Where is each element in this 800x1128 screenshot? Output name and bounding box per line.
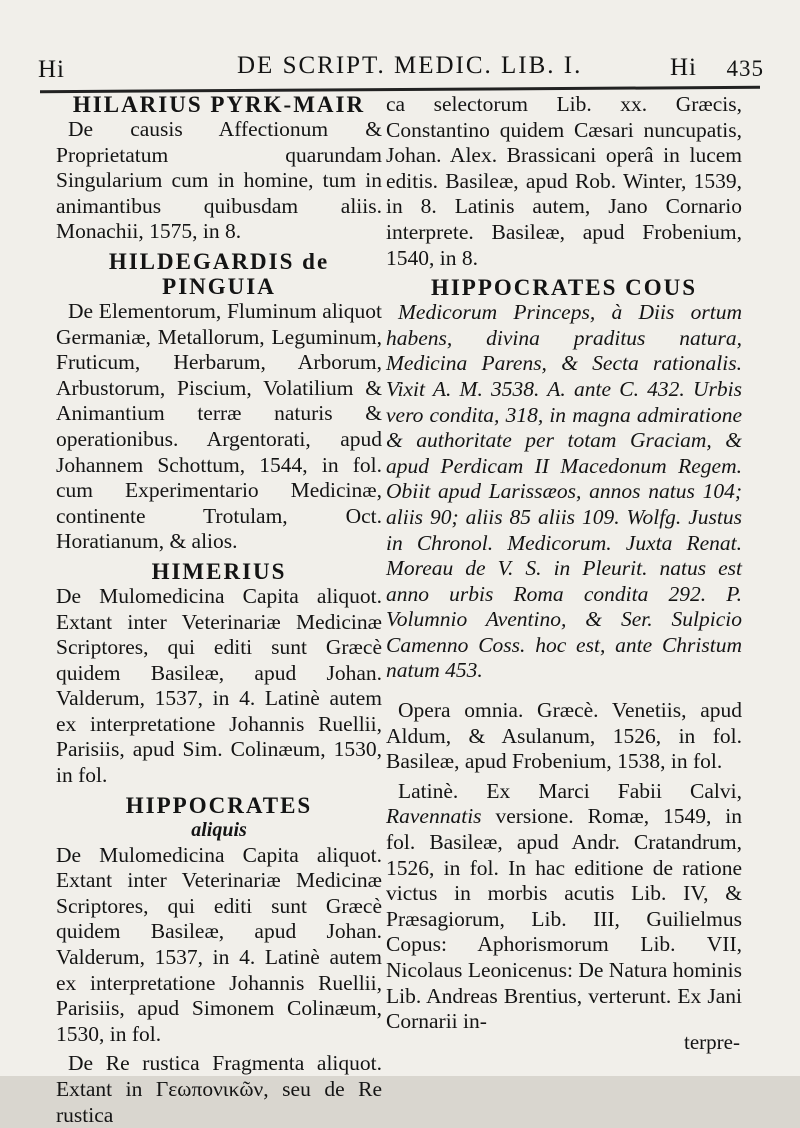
entry-heading-himerius: HIMERIUS <box>151 558 287 584</box>
latine-text-a: Latinè. Ex Marci Fabii Calvi, <box>398 778 742 803</box>
right-column <box>386 92 742 1076</box>
page-number: 435 <box>726 56 764 81</box>
entry-text-himerius: De Mulomedicina Capita aliquot. Extant inter Veterinariæ Medicinæ Scriptores, qui editi sunt Græcè quidem Basileæ, apud Johan. Valderum, 1537, in 4. Latinè autem ex interpretatione Johannis Ruellii, Parisiis, apud Sim. Colinæum, 1530, in fol. <box>56 583 382 788</box>
entry-heading-hippocrates-aliquis <box>56 793 382 843</box>
header-right-word: Hi <box>670 54 697 81</box>
entry-heading-hippocrates-cous: HIPPOCRATES COUS <box>430 275 698 301</box>
entry-opera-graece: Opera omnia. Græcè. Venetiis, apud Aldum, & Asulanum, 1526, in fol. Basileæ, apud Frobenium, 1538, in fol. <box>386 698 742 774</box>
entry-text-hilarius: De causis Affectionum & Proprietatum quarundam Singularium cum in homine, tum in animantibus quibusdam aliis. Monachii, 1575, in 8. <box>56 117 382 244</box>
entry-text-re-rustica: De Re rustica Fragmenta aliquot. Extant in Γεωπονικῶν, seu de Re rustica <box>56 1051 382 1127</box>
heading-name: HIPPOCRATES <box>125 792 313 818</box>
latine-text-b: versione. Romæ, 1549, in fol. Basileæ, apud Andr. Cratandrum, 1526, in fol. In hac editione de ratione victus in morbis acutis Lib. IV, & Præsagiorum, Lib. III, Guilielmus Copus: Aphorismorum Lib. VII, Nicolaus Leonicenus: De Natura hominis Lib. Andreas Brentius, verterunt. Ex Jani Cornarii in- <box>386 804 742 1034</box>
entry-heading-hilarius: HILARIUS PYRK-MAIR <box>72 92 366 117</box>
header-title: DE SCRIPT. MEDIC. LIB. I. <box>237 52 583 79</box>
catchword: terpre- <box>684 1030 740 1054</box>
entry-opera-latine <box>386 779 742 1035</box>
running-header <box>32 40 782 90</box>
spacer <box>386 688 742 698</box>
entry-heading-hildegardis: HILDEGARDIS de PINGUIA <box>108 248 330 299</box>
left-column <box>56 92 382 1127</box>
heading-subtitle: aliquis <box>191 818 247 841</box>
latine-text-italic: Ravennatis <box>386 804 482 829</box>
continued-text: ca selectorum Lib. xx. Græcis, Constantino quidem Cæsari nuncupatis, Johan. Alex. Brassicani operâ in lucem editis. Basileæ, apud Rob. Winter, 1539, in 8. Latinis autem, Jano Cornario interprete. Basileæ, apud Frobenium, 1540, in 8. <box>386 92 742 270</box>
header-left-word: Hi <box>38 56 65 83</box>
entry-text-hippocrates-aliquis: De Mulomedicina Capita aliquot. Extant inter Veterinariæ Medicinæ Scriptores, qui editi sunt Græcè quidem Basileæ, apud Johan. Valderum, 1537, in 4. Latinè autem ex interpretatione Johannis Ruellii, Parisiis, apud Simonem Colinæum, 1530, in fol. <box>56 842 382 1046</box>
entry-text-hildegardis: De Elementorum, Fluminum aliquot Germaniæ, Metallorum, Leguminum, Fruticum, Herbarum, Arborum, Arbustorum, Piscium, Volatilium & Animantium terræ naturis & operationibus. Argentorati, apud Johannem Schottum, 1544, in fol. cum Experimentario Medicinæ, continente Trotulam, Oct. Horatianum, & alios. <box>56 298 382 554</box>
entry-biography: Medicorum Princeps, à Diis ortum habens, divina praditus natura, Medicina Parens, & Secta rationalis. Vixit A. M. 3538. A. ante C. 432. Urbis vero condita, 318, in magna admiratione & authoritate per totam Graciam, & apud Perdicam II Macedonum Regem. Obiit apud Larissæos, annos natus 104; aliis 90; aliis 85 aliis 109. Wolfg. Justus in Chronol. Medicorum. Juxta Renat. Moreau de V. S. in Pleurit. natus est anno urbis Roma condita 292. P. Volumnio Aventino, & Ser. Sulpicio Camenno Coss. hoc est, ante Christum natum 453. <box>386 300 742 683</box>
